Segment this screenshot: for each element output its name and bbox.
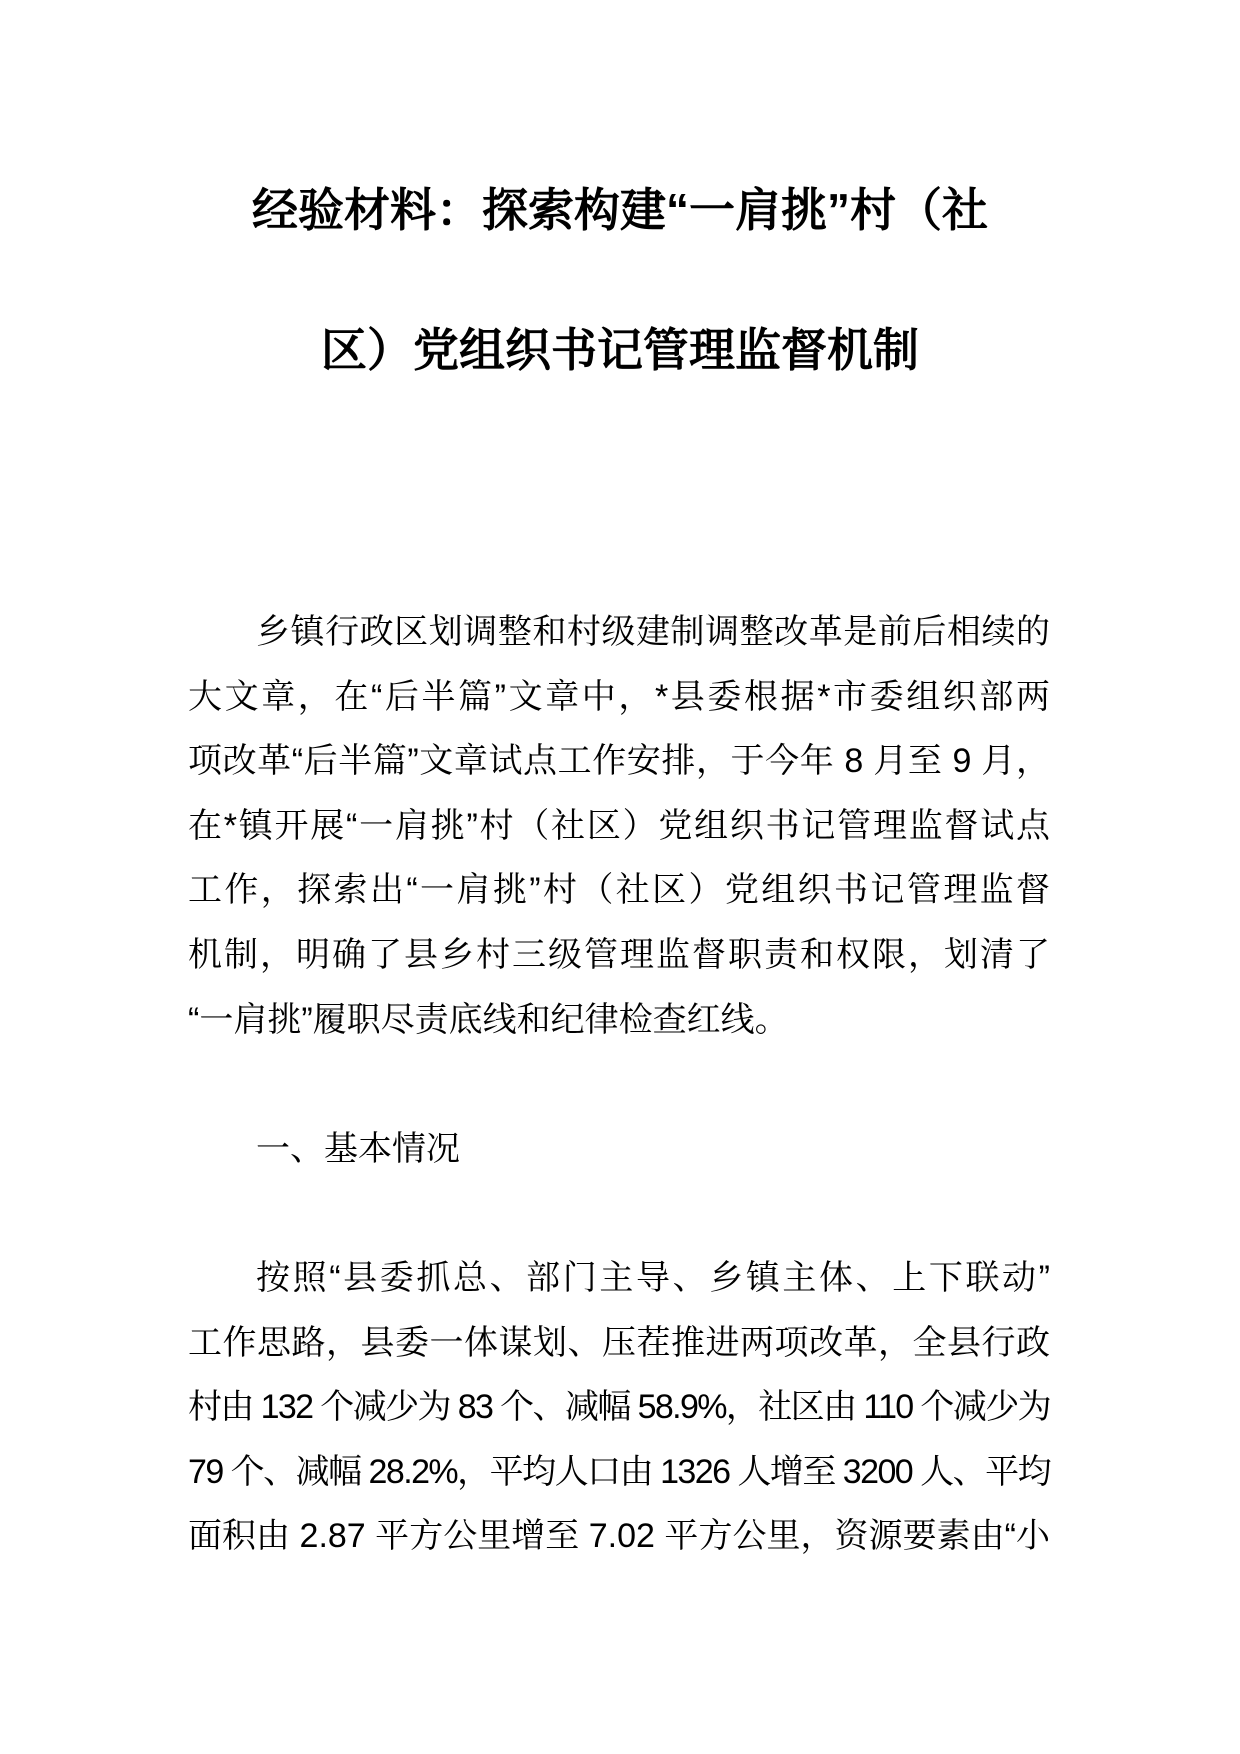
paragraph-line: 面积由 2.87 平方公里增至 7.02 平方公里，资源要素由“小 [188, 1517, 1050, 1556]
title-line: 区）党组织书记管理监督机制 [321, 324, 919, 376]
document-body [188, 600, 1050, 1569]
paragraph-line: 村由 132 个减少为 83 个、减幅 58.9%，社区由 110 个减少为 [188, 1388, 1050, 1427]
paragraph-line: 工作思路，县委一体谋划、压茬推进两项改革，全县行政 [188, 1323, 1050, 1362]
paragraph-line: 工作，探索出“一肩挑”村（社区）党组织书记管理监督 [188, 871, 1050, 910]
paragraph-1 [188, 600, 1050, 1052]
paragraph-2 [188, 1246, 1050, 1569]
title-line: 经验材料：探索构建“一肩挑”村（社 [252, 184, 988, 236]
paragraph-line: 机制，明确了县乡村三级管理监督职责和权限，划清了 [188, 935, 1050, 974]
paragraph-line: 大文章，在“后半篇”文章中，*县委根据*市委组织部两 [188, 677, 1050, 716]
paragraph-line: 项改革“后半篇”文章试点工作安排，于今年 8 月至 9 月， [188, 742, 1050, 781]
paragraph-line: 79 个、减幅 28.2%，平均人口由 1326 人增至 3200 人、平均 [188, 1452, 1050, 1491]
paragraph-line: 乡镇行政区划调整和村级建制调整改革是前后相续的 [256, 613, 1050, 651]
section-heading: 一、基本情况 [256, 1129, 460, 1168]
paragraph-line: “一肩挑”履职尽责底线和纪律检查红线。 [188, 1000, 789, 1039]
paragraph-line: 按照“县委抓总、部门主导、乡镇主体、上下联动” [256, 1258, 1050, 1297]
document-title [0, 140, 1240, 420]
paragraph-line: 在*镇开展“一肩挑”村（社区）党组织书记管理监督试点 [188, 806, 1050, 845]
